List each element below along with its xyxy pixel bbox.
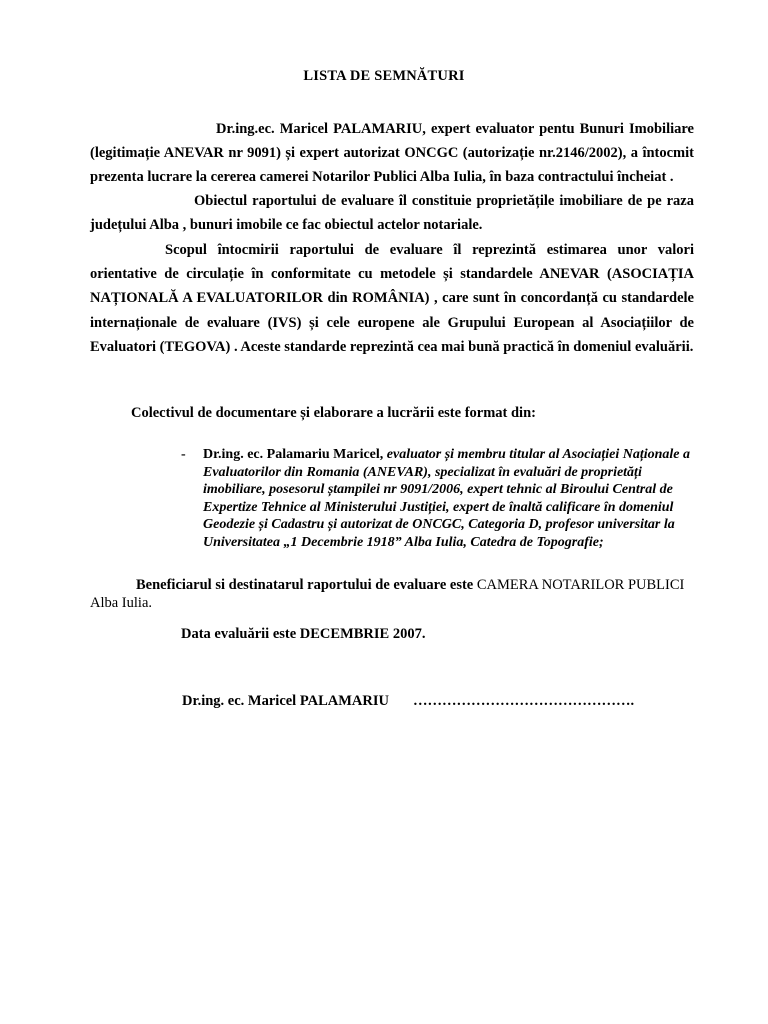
signature-name: Dr.ing. ec. Maricel PALAMARIU xyxy=(182,693,389,709)
member-description: evaluator și membru titular al Asociației Naționale a Evaluatorilor din Romania (ANEVAR), specializat în evaluări de proprietăți imobiliare, posesorul ștampilei nr 9091/2006, expert tehnic al Biroului Central de Expertize Tehnice al Ministerului Justiției, expert de înaltă calificare în domeniul Geodezie și Cadastru și autorizat de ONCGC, Categoria D, profesor universitar la Universitatea „1 Decembrie 1918” Alba Iulia, Catedra de Topografie; xyxy=(203,447,691,550)
beneficiary-value: CAMERA NOTARILOR PUBLICI Alba Iulia. xyxy=(90,577,685,611)
paragraph-author: Dr.ing.ec. Maricel PALAMARIU, expert evaluator pentu Bunuri Imobiliare (legitimație ANEVAR nr 9091) și expert autorizat ONCGC (autorizație nr.2146/2002), a întocmit prezenta lucrare la cererea camerei Notarilor Publici Alba Iulia, în baza contractului încheiat . xyxy=(90,121,694,186)
team-intro: Colectivul de documentare și elaborare a lucrării este format din: xyxy=(131,405,536,421)
paragraph-object: Obiectul raportului de evaluare îl constituie proprietățile imobiliare de pe raza județului Alba , bunuri imobile ce fac obiectul actelor notariale. xyxy=(90,193,694,234)
list-bullet: - xyxy=(181,447,186,462)
evaluation-date: Data evaluării este DECEMBRIE 2007. xyxy=(181,626,426,642)
team-member-item xyxy=(203,446,693,552)
beneficiary-lead: Beneficiarul si destinatarul raportului de evaluare este xyxy=(136,577,477,593)
beneficiary-statement xyxy=(90,577,696,612)
member-name: Dr.ing. ec. Palamariu Maricel, xyxy=(203,447,384,462)
document-title: LISTA DE SEMNĂTURI xyxy=(303,68,465,84)
paragraph-scope: Scopul întocmirii raportului de evaluare îl reprezintă estimarea unor valori orientative de circulație în conformitate cu metodele și standardele ANEVAR (ASOCIAȚIA NAȚIONALĂ A EVALUATORILOR din ROMÂNIA) , care sunt în concordanță cu standardele internaționale de evaluare (IVS) și cele europene ale Grupului European al Asociațiilor de Evaluatori (TEGOVA) . Aceste standarde reprezintă cea mai bună practică în domeniul evaluării. xyxy=(90,242,694,355)
signature-line: ………………………………………. xyxy=(413,693,635,709)
